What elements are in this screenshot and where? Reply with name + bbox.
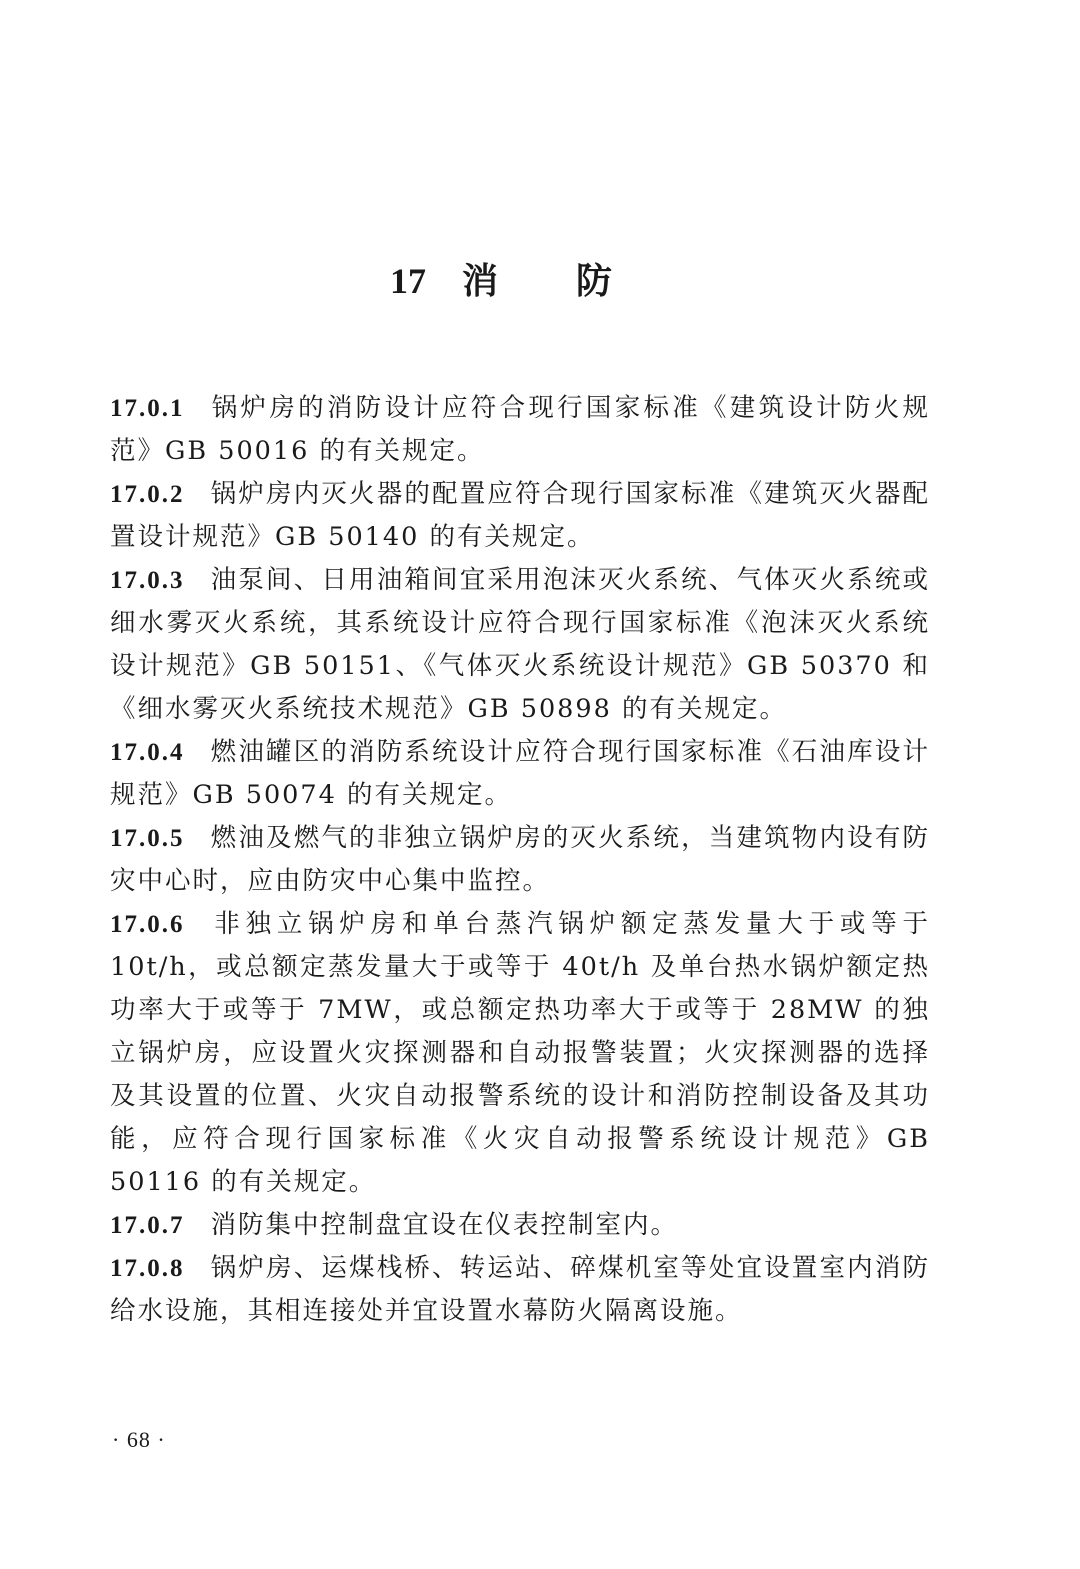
clause-17-0-7 (110, 1204, 930, 1247)
clause-list (110, 387, 930, 1333)
chapter-title (0, 256, 1080, 306)
clause-17-0-2 (110, 473, 930, 559)
clause-number: 17.0.6 (110, 911, 185, 938)
clause-text: 锅炉房的消防设计应符合现行国家标准《建筑设计防火规范》GB 50016 的有关规定。 (110, 393, 930, 466)
chapter-number: 17 (389, 261, 426, 301)
clause-number: 17.0.4 (110, 739, 185, 766)
clause-text: 消防集中控制盘宜设在仪表控制室内。 (210, 1210, 679, 1240)
clause-number: 17.0.5 (110, 825, 185, 852)
clause-number: 17.0.1 (110, 395, 185, 422)
clause-text: 燃油罐区的消防系统设计应符合现行国家标准《石油库设计规范》GB 50074 的有关规定。 (110, 737, 930, 810)
clause-text: 非独立锅炉房和单台蒸汽锅炉额定蒸发量大于或等于10t/h，或总额定蒸发量大于或等于 40t/h 及单台热水锅炉额定热功率大于或等于 7MW，或总额定热功率大于或等于 28MW 的独立锅炉房，应设置火灾探测器和自动报警装置；火灾探测器的选择及其设置的位置、火灾自动报警系统的设计和消防控制设备及其功能，应符合现行国家标准《火灾自动报警系统设计规范》GB 50116 的有关规定。 (110, 909, 930, 1197)
clause-17-0-5 (110, 817, 930, 903)
clause-number: 17.0.8 (110, 1255, 185, 1282)
clause-17-0-6 (110, 903, 930, 1204)
clause-text: 油泵间、日用油箱间宜采用泡沫灭火系统、气体灭火系统或细水雾灭火系统，其系统设计应符合现行国家标准《泡沫灭火系统设计规范》GB 50151、《气体灭火系统设计规范》GB 50370 和《细水雾灭火系统技术规范》GB 50898 的有关规定。 (110, 565, 930, 724)
clause-text: 锅炉房、运煤栈桥、转运站、碎煤机室等处宜设置室内消防给水设施，其相连接处并宜设置水幕防火隔离设施。 (110, 1253, 930, 1326)
clause-text: 锅炉房内灭火器的配置应符合现行国家标准《建筑灭火器配置设计规范》GB 50140 的有关规定。 (110, 479, 930, 552)
clause-17-0-3 (110, 559, 930, 731)
clause-number: 17.0.3 (110, 567, 185, 594)
clause-17-0-8 (110, 1247, 930, 1333)
clause-number: 17.0.7 (110, 1212, 185, 1239)
clause-number: 17.0.2 (110, 481, 185, 508)
page-number: · 68 · (112, 1427, 166, 1452)
clause-text: 燃油及燃气的非独立锅炉房的灭火系统，当建筑物内设有防灾中心时，应由防灾中心集中监控。 (110, 823, 930, 896)
clause-17-0-1 (110, 387, 930, 473)
chapter-title-text: 消防 (461, 260, 690, 302)
clause-17-0-4 (110, 731, 930, 817)
